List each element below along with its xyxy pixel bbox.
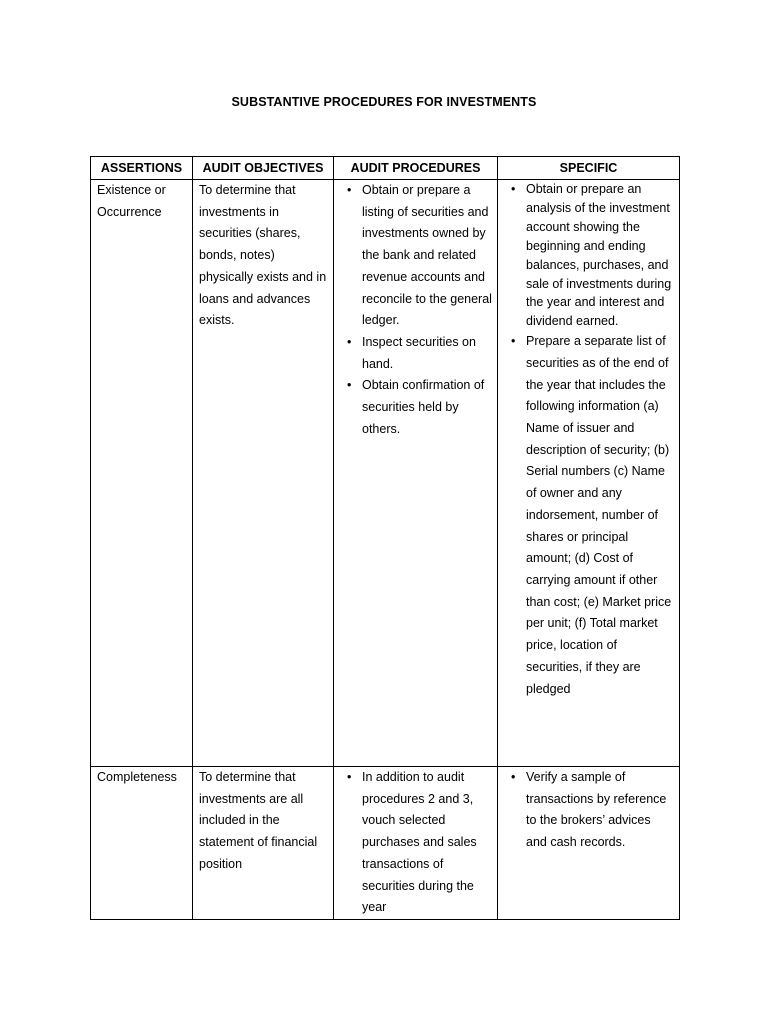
substantive-procedures-table <box>90 156 680 920</box>
table-row-completeness <box>91 767 680 920</box>
specific-item: • Obtain or prepare an analysis of the investment account showing the beginning and ending balances, purchases, and sale of investments during the year and interest and dividend earned. <box>526 180 674 331</box>
specific-item: • Verify a sample of transactions by reference to the brokers’ advices and cash records. <box>526 767 674 854</box>
procedure-item: • Obtain confirmation of securities held by others. <box>362 375 492 440</box>
procedure-item: • In addition to audit procedures 2 and 3, vouch selected purchases and sales transactions of securities during the year <box>362 767 492 919</box>
procedures-cell <box>334 767 498 920</box>
procedure-item: • Inspect securities on hand. <box>362 332 492 375</box>
page-title: SUBSTANTIVE PROCEDURES FOR INVESTMENTS <box>231 95 537 109</box>
header-audit-procedures: AUDIT PROCEDURES <box>334 157 498 180</box>
procedures-list <box>340 180 492 440</box>
header-audit-objectives: AUDIT OBJECTIVES <box>193 157 334 180</box>
specific-cell <box>498 180 680 767</box>
assertion-cell: Existence or Occurrence <box>91 180 193 767</box>
assertion-cell: Completeness <box>91 767 193 920</box>
header-assertions: ASSERTIONS <box>91 157 193 180</box>
objective-cell: To determine that investments in securities (shares, bonds, notes) physically exists and in loans and advances exists. <box>193 180 334 767</box>
header-specific: SPECIFIC <box>498 157 680 180</box>
procedure-item: • Obtain or prepare a listing of securities and investments owned by the bank and related revenue accounts and reconcile to the general ledger. <box>362 180 492 332</box>
specific-cell <box>498 767 680 920</box>
table-row-existence <box>91 180 680 767</box>
procedures-list <box>340 767 492 919</box>
procedures-cell <box>334 180 498 767</box>
specific-list <box>504 767 674 854</box>
specific-list <box>504 180 674 700</box>
specific-item: • Prepare a separate list of securities as of the end of the year that includes the following information (a) Name of issuer and description of security; (b) Serial numbers (c) Name of owner and any indorsement, number of shares or principal amount; (d) Cost of carrying amount if other than cost; (e) Market price per unit; (f) Total market price, location of securities, if they are pledged <box>526 331 674 700</box>
objective-cell: To determine that investments are all included in the statement of financial position <box>193 767 334 920</box>
table-header-row <box>91 157 680 180</box>
